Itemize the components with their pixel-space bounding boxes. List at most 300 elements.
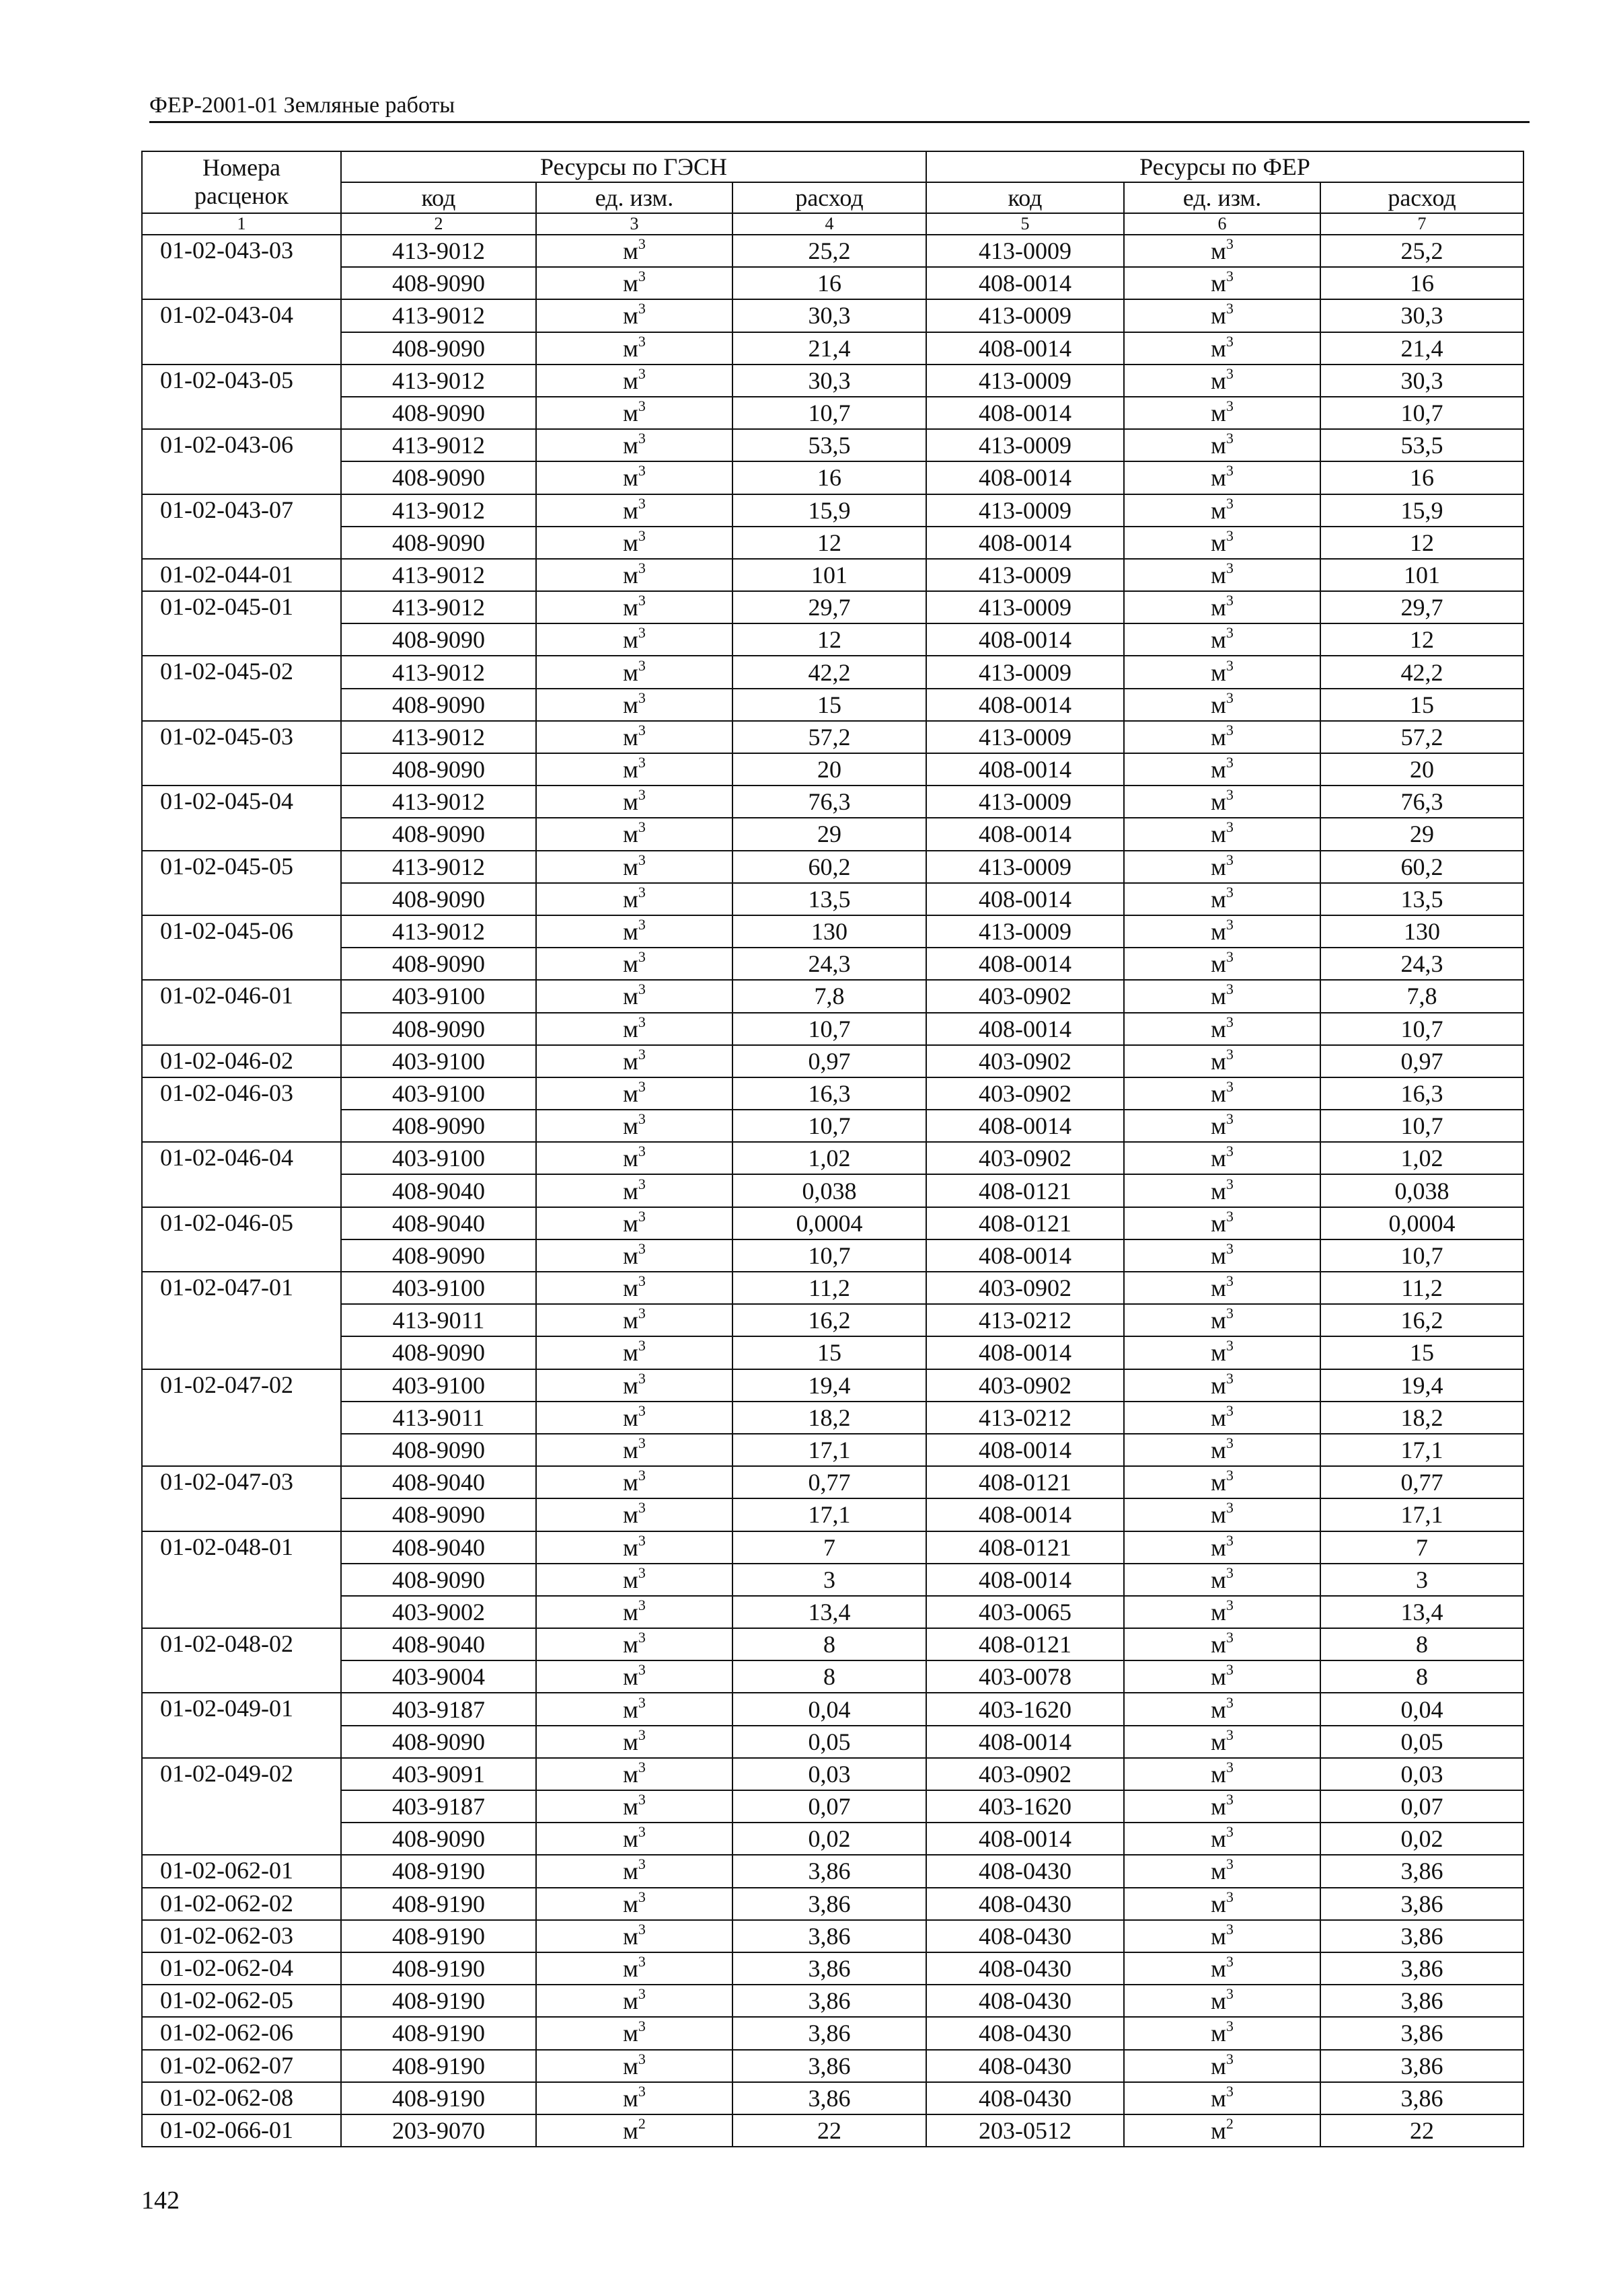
gesn-unit-header: ед. изм.: [536, 182, 732, 213]
gesn-consumption: 25,2: [732, 235, 926, 267]
gesn-code: 413-9012: [341, 299, 536, 332]
rates-table-body: [142, 235, 1523, 2147]
fer-unit: [1124, 1531, 1320, 1564]
unit-exponent: 3: [638, 332, 646, 350]
fer-unit: [1124, 1952, 1320, 1985]
rate-number: 01-02-062-05: [142, 1985, 341, 2017]
fer-unit: [1124, 623, 1320, 656]
fer-code: 413-0009: [926, 559, 1124, 591]
gesn-code: 413-9012: [341, 235, 536, 267]
gesn-consumption: 15,9: [732, 494, 926, 527]
fer-consumption: 20: [1320, 753, 1523, 786]
unit-exponent: 3: [1226, 1564, 1234, 1581]
unit-exponent: 3: [638, 916, 646, 933]
gesn-unit: [536, 1758, 732, 1790]
unit-symbol: м: [623, 756, 638, 783]
unit-symbol: м: [1211, 1598, 1226, 1625]
unit-symbol: м: [1211, 367, 1226, 394]
gesn-consumption: 19,4: [732, 1369, 926, 1402]
fer-consumption: 18,2: [1320, 1402, 1523, 1434]
unit-exponent: 3: [638, 365, 646, 382]
fer-consumption: 3: [1320, 1564, 1523, 1596]
unit-symbol: м: [1211, 1922, 1226, 1950]
gesn-consumption: 3,86: [732, 2082, 926, 2114]
unit-symbol: м: [1211, 1858, 1226, 1885]
table-row: [142, 689, 1523, 721]
unit-exponent: 3: [1226, 656, 1234, 674]
column-number: 3: [536, 213, 732, 235]
table-row: [142, 1660, 1523, 1693]
gesn-consumption: 0,05: [732, 1726, 926, 1758]
unit-symbol: м: [1211, 464, 1226, 492]
unit-exponent: 3: [1226, 365, 1234, 382]
unit-symbol: м: [1211, 756, 1226, 783]
fer-consumption: 16: [1320, 267, 1523, 299]
rate-number: 01-02-062-08: [142, 2082, 341, 2114]
fer-unit: [1124, 1239, 1320, 1272]
fer-code: 403-0078: [926, 1660, 1124, 1693]
gesn-consumption: 24,3: [732, 948, 926, 980]
gesn-code: 403-9004: [341, 1660, 536, 1693]
rate-number: 01-02-043-03: [142, 235, 341, 299]
unit-symbol: м: [623, 367, 638, 394]
rates-table: [141, 151, 1524, 2147]
fer-unit: [1124, 2082, 1320, 2114]
gesn-code: 403-9002: [341, 1596, 536, 1628]
gesn-code: 403-9100: [341, 1077, 536, 1110]
unit-symbol: м: [623, 1793, 638, 1821]
fer-consumption: 13,5: [1320, 883, 1523, 915]
gesn-unit: [536, 429, 732, 461]
fer-unit: [1124, 2050, 1320, 2082]
unit-exponent: 3: [1226, 1953, 1234, 1970]
unit-exponent: 3: [1226, 430, 1234, 447]
page-number: 142: [141, 2186, 180, 2215]
fer-unit: [1124, 591, 1320, 623]
gesn-unit: [536, 1596, 732, 1628]
table-row: [142, 2017, 1523, 2049]
gesn-unit: [536, 1045, 732, 1077]
gesn-consumption: 22: [732, 2114, 926, 2147]
unit-exponent: 3: [1226, 786, 1234, 804]
unit-symbol: м: [623, 691, 638, 718]
table-row: [142, 1142, 1523, 1174]
gesn-consumption: 0,02: [732, 1823, 926, 1855]
gesn-code: 408-9090: [341, 397, 536, 429]
fer-unit: [1124, 1758, 1320, 1790]
unit-exponent: 3: [1226, 1499, 1234, 1517]
fer-consumption: 1,02: [1320, 1142, 1523, 1174]
fer-unit: [1124, 851, 1320, 883]
gesn-consumption: 7,8: [732, 980, 926, 1012]
unit-symbol: м: [623, 1079, 638, 1107]
unit-symbol: м: [623, 950, 638, 978]
gesn-unit: [536, 786, 732, 818]
unit-exponent: 3: [638, 1143, 646, 1160]
unit-symbol: м: [623, 2052, 638, 2079]
rate-number: 01-02-045-04: [142, 786, 341, 850]
fer-consumption: 3,86: [1320, 2082, 1523, 2114]
unit-exponent: 3: [1226, 1143, 1234, 1160]
unit-symbol: м: [1211, 529, 1226, 556]
table-row: [142, 1239, 1523, 1272]
fer-code-header: код: [926, 182, 1124, 213]
unit-exponent: 3: [1226, 1791, 1234, 1808]
gesn-code: 408-9090: [341, 461, 536, 494]
unit-exponent: 3: [1226, 818, 1234, 836]
gesn-code: 408-9090: [341, 527, 536, 559]
gesn-consumption: 13,5: [732, 883, 926, 915]
fer-consumption: 3,86: [1320, 1888, 1523, 1920]
fer-code: 413-0009: [926, 721, 1124, 753]
unit-symbol: м: [1211, 561, 1226, 588]
rate-number: 01-02-062-06: [142, 2017, 341, 2049]
fer-unit: [1124, 1304, 1320, 1336]
unit-symbol: м: [1211, 1469, 1226, 1496]
table-row: [142, 1564, 1523, 1596]
gesn-code: 408-9090: [341, 818, 536, 850]
fer-unit: [1124, 1110, 1320, 1142]
unit-symbol: м: [623, 1825, 638, 1853]
unit-exponent: 3: [1226, 851, 1234, 868]
unit-exponent: 3: [638, 1239, 646, 1257]
gesn-consumption: 10,7: [732, 1110, 926, 1142]
unit-symbol: м: [1211, 1015, 1226, 1042]
table-row: [142, 397, 1523, 429]
unit-exponent: 3: [1226, 1985, 1234, 2003]
column-number: 5: [926, 213, 1124, 235]
gesn-code: 203-9070: [341, 2114, 536, 2147]
unit-symbol: м: [623, 983, 638, 1010]
unit-exponent: 3: [1226, 1855, 1234, 1873]
gesn-code: 408-9190: [341, 1952, 536, 1985]
gesn-unit: [536, 818, 732, 850]
fer-consumption: 130: [1320, 915, 1523, 948]
gesn-code: 413-9011: [341, 1304, 536, 1336]
unit-symbol: м: [623, 1404, 638, 1431]
fer-unit-header: ед. изм.: [1124, 182, 1320, 213]
fer-consumption: 3,86: [1320, 1855, 1523, 1887]
gesn-unit: [536, 1564, 732, 1596]
unit-exponent: 3: [638, 300, 646, 317]
gesn-code: 408-9090: [341, 753, 536, 786]
table-row: [142, 753, 1523, 786]
gesn-consumption: 8: [732, 1628, 926, 1660]
gesn-code: 408-9040: [341, 1466, 536, 1498]
unit-exponent: 3: [638, 527, 646, 544]
unit-exponent: 3: [638, 1077, 646, 1095]
gesn-consumption: 3,86: [732, 1985, 926, 2017]
table-row: [142, 1110, 1523, 1142]
unit-exponent: 3: [638, 1920, 646, 1938]
unit-symbol: м: [623, 626, 638, 654]
unit-symbol: м: [623, 885, 638, 913]
fer-unit: [1124, 1336, 1320, 1369]
unit-symbol: м: [1211, 950, 1226, 978]
gesn-unit: [536, 1726, 732, 1758]
unit-exponent: 2: [638, 2114, 646, 2132]
fer-code: 403-1620: [926, 1693, 1124, 1725]
gesn-unit: [536, 1369, 732, 1402]
gesn-code: 408-9090: [341, 1498, 536, 1531]
rate-number: 01-02-047-01: [142, 1272, 341, 1369]
unit-exponent: 3: [1226, 883, 1234, 901]
unit-exponent: 3: [638, 462, 646, 480]
gesn-unit: [536, 1693, 732, 1725]
fer-unit: [1124, 1628, 1320, 1660]
fer-unit: [1124, 1790, 1320, 1823]
gesn-unit: [536, 1660, 732, 1693]
unit-symbol: м: [623, 1437, 638, 1464]
table-row: [142, 2114, 1523, 2147]
table-row: [142, 980, 1523, 1012]
gesn-unit: [536, 235, 732, 267]
unit-symbol: м: [623, 529, 638, 556]
unit-exponent: 3: [638, 1467, 646, 1484]
unit-symbol: м: [623, 723, 638, 751]
gesn-code: 413-9012: [341, 591, 536, 623]
rate-number: 01-02-043-06: [142, 429, 341, 494]
unit-exponent: 3: [638, 786, 646, 804]
unit-symbol: м: [623, 1307, 638, 1334]
unit-symbol: м: [1211, 788, 1226, 816]
gesn-consumption: 21,4: [732, 332, 926, 365]
unit-exponent: 3: [1226, 721, 1234, 738]
table-row: [142, 1272, 1523, 1304]
fer-unit: [1124, 1369, 1320, 1402]
fer-code: 413-0009: [926, 365, 1124, 397]
rate-number: 01-02-062-03: [142, 1920, 341, 1952]
gesn-consumption: 0,77: [732, 1466, 926, 1498]
unit-exponent: 2: [1226, 2114, 1234, 2132]
table-row: [142, 1466, 1523, 1498]
fer-unit: [1124, 397, 1320, 429]
unit-exponent: 3: [638, 1985, 646, 2003]
unit-symbol: м: [623, 1728, 638, 1755]
unit-symbol: м: [1211, 1371, 1226, 1399]
rate-number: 01-02-048-02: [142, 1628, 341, 1693]
unit-symbol: м: [623, 1501, 638, 1529]
unit-exponent: 3: [638, 592, 646, 609]
fer-unit: [1124, 1726, 1320, 1758]
unit-exponent: 3: [638, 851, 646, 868]
gesn-unit: [536, 1790, 732, 1823]
unit-exponent: 3: [1226, 235, 1234, 253]
unit-exponent: 3: [638, 1693, 646, 1711]
unit-symbol: м: [1211, 237, 1226, 265]
gesn-consumption: 12: [732, 623, 926, 656]
rate-number: 01-02-062-01: [142, 1855, 341, 1887]
gesn-code: 408-9190: [341, 2017, 536, 2049]
fer-code: 408-0121: [926, 1466, 1124, 1498]
fer-consumption: 15: [1320, 689, 1523, 721]
fer-unit: [1124, 1855, 1320, 1887]
gesn-consumption: 10,7: [732, 1239, 926, 1272]
rate-number: 01-02-046-02: [142, 1045, 341, 1077]
rate-number: 01-02-048-01: [142, 1531, 341, 1629]
gesn-code: 403-9091: [341, 1758, 536, 1790]
unit-exponent: 3: [638, 948, 646, 966]
fer-code: 403-0902: [926, 1758, 1124, 1790]
unit-symbol: м: [623, 1663, 638, 1691]
fer-consumption: 3,86: [1320, 2017, 1523, 2049]
rate-number: 01-02-044-01: [142, 559, 341, 591]
gesn-unit: [536, 915, 732, 948]
fer-unit: [1124, 1823, 1320, 1855]
unit-exponent: 3: [1226, 268, 1234, 285]
unit-exponent: 3: [638, 1758, 646, 1775]
gesn-unit: [536, 1855, 732, 1887]
table-row: [142, 623, 1523, 656]
unit-exponent: 3: [638, 1110, 646, 1128]
gesn-code: 413-9012: [341, 721, 536, 753]
table-row: [142, 1790, 1523, 1823]
fer-code: 408-0014: [926, 883, 1124, 915]
unit-exponent: 3: [638, 268, 646, 285]
unit-symbol: м: [1211, 1241, 1226, 1269]
fer-unit: [1124, 1660, 1320, 1693]
fer-code: 408-0014: [926, 689, 1124, 721]
unit-exponent: 3: [638, 1045, 646, 1063]
gesn-unit: [536, 1628, 732, 1660]
unit-symbol: м: [1211, 918, 1226, 946]
fer-code: 408-0014: [926, 527, 1124, 559]
fer-unit: [1124, 1402, 1320, 1434]
unit-exponent: 3: [1226, 2050, 1234, 2067]
gesn-consumption: 76,3: [732, 786, 926, 818]
unit-exponent: 3: [1226, 1013, 1234, 1030]
unit-symbol: м: [1211, 983, 1226, 1010]
unit-symbol: м: [623, 1533, 638, 1561]
rates-column-header: Номера расценок: [142, 151, 341, 213]
fer-code: 413-0009: [926, 235, 1124, 267]
table-row: [142, 1596, 1523, 1628]
fer-unit: [1124, 1596, 1320, 1628]
unit-symbol: м: [1211, 1209, 1226, 1237]
gesn-unit: [536, 267, 732, 299]
table-row: [142, 494, 1523, 527]
gesn-code: 403-9100: [341, 1142, 536, 1174]
gesn-unit: [536, 851, 732, 883]
gesn-code: 408-9190: [341, 1985, 536, 2017]
table-row: [142, 1498, 1523, 1531]
fer-code: 408-0121: [926, 1174, 1124, 1207]
gesn-consumption: 0,04: [732, 1693, 926, 1725]
fer-consumption: 11,2: [1320, 1272, 1523, 1304]
unit-exponent: 3: [638, 721, 646, 738]
gesn-unit: [536, 656, 732, 688]
unit-symbol: м: [623, 918, 638, 946]
fer-code: 408-0014: [926, 623, 1124, 656]
gesn-code: 408-9090: [341, 267, 536, 299]
unit-symbol: м: [1211, 1695, 1226, 1723]
unit-symbol: м: [1211, 1533, 1226, 1561]
table-row: [142, 1855, 1523, 1887]
unit-symbol: м: [1211, 1145, 1226, 1172]
unit-symbol: м: [623, 464, 638, 492]
unit-symbol: м: [623, 1015, 638, 1042]
rate-number: 01-02-043-04: [142, 299, 341, 364]
fer-unit: [1124, 786, 1320, 818]
gesn-consumption-header: расход: [732, 182, 926, 213]
fer-unit: [1124, 332, 1320, 365]
unit-exponent: 3: [1226, 1629, 1234, 1646]
table-row: [142, 818, 1523, 850]
table-row: [142, 915, 1523, 948]
fer-unit: [1124, 461, 1320, 494]
unit-symbol: м: [1211, 496, 1226, 524]
fer-code: 408-0014: [926, 1434, 1124, 1466]
gesn-unit: [536, 689, 732, 721]
gesn-unit: [536, 1336, 732, 1369]
unit-exponent: 3: [638, 689, 646, 706]
gesn-code: 413-9012: [341, 559, 536, 591]
unit-symbol: м: [623, 1112, 638, 1140]
unit-exponent: 3: [1226, 300, 1234, 317]
column-number: 4: [732, 213, 926, 235]
fer-consumption: 0,0004: [1320, 1207, 1523, 1239]
unit-symbol: м: [1211, 1501, 1226, 1529]
gesn-group-header: Ресурсы по ГЭСН: [341, 151, 926, 182]
unit-exponent: 3: [1226, 592, 1234, 609]
gesn-code: 408-9090: [341, 332, 536, 365]
fer-unit: [1124, 267, 1320, 299]
unit-symbol: м: [1211, 1404, 1226, 1431]
unit-exponent: 3: [638, 1207, 646, 1225]
rate-number: 01-02-045-06: [142, 915, 341, 980]
gesn-unit: [536, 1174, 732, 1207]
unit-symbol: м: [1211, 723, 1226, 751]
table-row: [142, 2050, 1523, 2082]
rate-number: 01-02-046-01: [142, 980, 341, 1044]
rate-number: 01-02-045-02: [142, 656, 341, 720]
gesn-unit: [536, 591, 732, 623]
fer-consumption: 30,3: [1320, 299, 1523, 332]
rate-number: 01-02-046-05: [142, 1207, 341, 1272]
fer-code: 408-0014: [926, 397, 1124, 429]
unit-symbol: м: [623, 658, 638, 686]
fer-unit: [1124, 948, 1320, 980]
gesn-consumption: 30,3: [732, 299, 926, 332]
gesn-code: 403-9100: [341, 1045, 536, 1077]
gesn-unit: [536, 1920, 732, 1952]
gesn-code: 408-9190: [341, 1855, 536, 1887]
unit-symbol: м: [1211, 853, 1226, 880]
gesn-code: 408-9090: [341, 1823, 536, 1855]
unit-exponent: 3: [1226, 1467, 1234, 1484]
unit-symbol: м: [623, 1469, 638, 1496]
gesn-consumption: 15: [732, 689, 926, 721]
gesn-unit: [536, 2050, 732, 2082]
unit-exponent: 3: [638, 1629, 646, 1646]
gesn-consumption: 17,1: [732, 1434, 926, 1466]
gesn-unit: [536, 299, 732, 332]
gesn-code: 413-9012: [341, 915, 536, 948]
fer-unit: [1124, 1077, 1320, 1110]
gesn-consumption: 3,86: [732, 1920, 926, 1952]
gesn-unit: [536, 1207, 732, 1239]
gesn-code: 408-9090: [341, 1013, 536, 1045]
gesn-unit: [536, 1531, 732, 1564]
fer-unit: [1124, 1174, 1320, 1207]
fer-unit: [1124, 980, 1320, 1012]
fer-consumption: 7,8: [1320, 980, 1523, 1012]
fer-code: 408-0430: [926, 2050, 1124, 2082]
gesn-unit: [536, 1434, 732, 1466]
gesn-unit: [536, 1985, 732, 2017]
fer-code: 203-0512: [926, 2114, 1124, 2147]
unit-exponent: 3: [638, 818, 646, 836]
